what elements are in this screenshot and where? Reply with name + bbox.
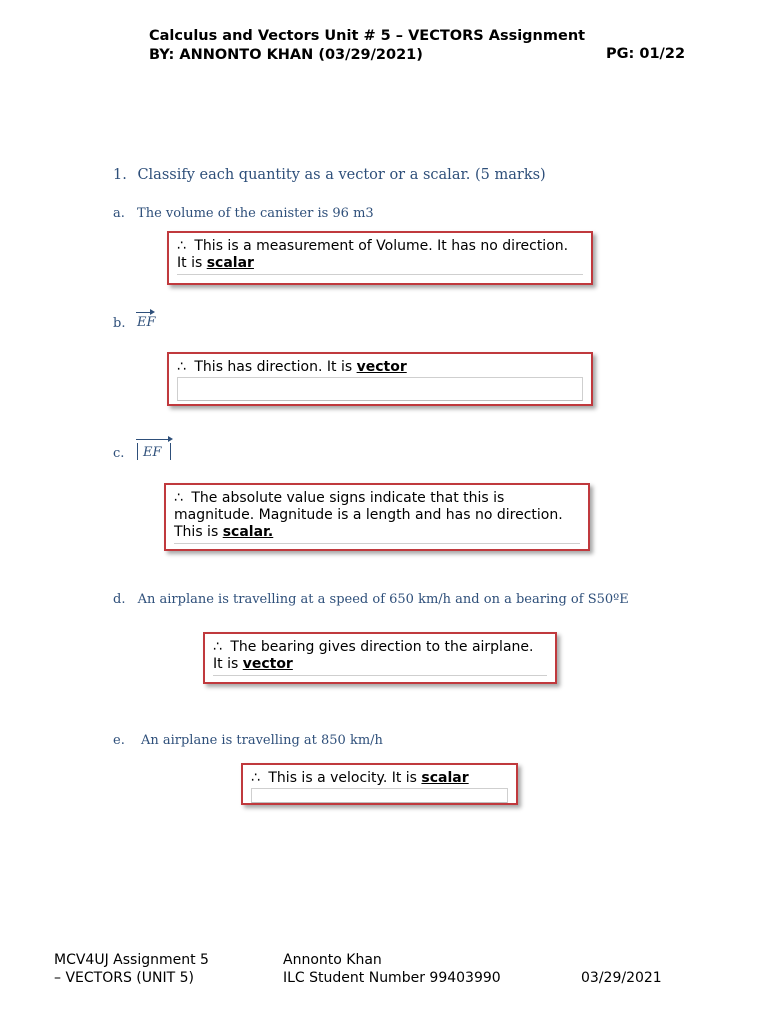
answer-b-line1: This has direction. It is xyxy=(194,359,357,375)
arrowhead-icon xyxy=(168,436,173,442)
item-e-text: An airplane is travelling at 850 km/h xyxy=(140,733,383,748)
therefore-symbol: ∴ xyxy=(174,490,183,506)
answer-c-word: scalar. xyxy=(222,524,274,540)
header-author: BY: ANNONTO KHAN (03/29/2021) xyxy=(149,47,423,63)
answer-box-d xyxy=(203,632,557,684)
footer-course xyxy=(54,951,209,987)
footer-student xyxy=(283,951,501,987)
item-c-label: c. xyxy=(113,446,125,461)
answer-box-c xyxy=(164,483,590,551)
item-d-label: d. xyxy=(113,592,126,607)
answer-box-b xyxy=(167,352,593,406)
vector-ef-b: EF xyxy=(137,315,156,330)
item-c xyxy=(113,446,124,461)
footer-course-line2: – VECTORS (UNIT 5) xyxy=(54,970,194,986)
footer-date: 03/29/2021 xyxy=(581,970,662,986)
header-title: Calculus and Vectors Unit # 5 – VECTORS Assignment xyxy=(149,28,586,44)
item-d-text: An airplane is travelling at a speed of 650 km/h and on a bearing of S50ºE xyxy=(137,592,629,607)
arrowhead-icon xyxy=(150,309,155,315)
therefore-symbol: ∴ xyxy=(177,359,186,375)
answer-box-a xyxy=(167,231,593,285)
item-b xyxy=(113,316,125,331)
question-1 xyxy=(113,167,546,183)
vector-arrow-c xyxy=(136,439,169,440)
item-a-text: The volume of the canister is 96 m3 xyxy=(137,206,374,221)
item-a xyxy=(113,206,374,221)
answer-field-a[interactable] xyxy=(177,274,583,275)
therefore-symbol: ∴ xyxy=(177,238,186,254)
answer-e-word: scalar xyxy=(421,770,469,786)
item-d xyxy=(113,592,629,607)
abs-bar-left xyxy=(137,443,138,460)
answer-c-line3: This is xyxy=(174,524,223,540)
footer-course-line1: MCV4UJ Assignment 5 xyxy=(54,952,209,968)
answer-field-b[interactable] xyxy=(177,377,583,401)
answer-d-line1: The bearing gives direction to the airplane. xyxy=(230,639,534,655)
vector-ef-c: EF xyxy=(143,445,162,460)
abs-bar-right xyxy=(170,443,171,460)
answer-d-word: vector xyxy=(242,656,293,672)
footer-student-number: ILC Student Number 99403990 xyxy=(283,970,501,986)
answer-b-word: vector xyxy=(356,359,407,375)
vector-arrow-b xyxy=(136,312,151,313)
answer-field-c[interactable] xyxy=(174,543,580,544)
item-e xyxy=(113,733,383,748)
answer-a-word: scalar xyxy=(206,255,254,271)
answer-field-e[interactable] xyxy=(251,788,508,803)
page-number: PG: 01/22 xyxy=(606,46,686,62)
question-text: Classify each quantity as a vector or a scalar. (5 marks) xyxy=(137,167,546,183)
answer-a-line2: It is xyxy=(177,255,207,271)
answer-c-line2: magnitude. Magnitude is a length and has no direction. xyxy=(174,507,563,523)
answer-d-line2: It is xyxy=(213,656,243,672)
item-e-label: e. xyxy=(113,733,125,748)
therefore-symbol: ∴ xyxy=(251,770,260,786)
answer-a-line1: This is a measurement of Volume. It has no direction. xyxy=(194,238,569,254)
therefore-symbol: ∴ xyxy=(213,639,222,655)
item-a-label: a. xyxy=(113,206,125,221)
footer-name: Annonto Khan xyxy=(283,952,382,968)
item-b-label: b. xyxy=(113,316,126,331)
answer-box-e xyxy=(241,763,518,805)
answer-c-line1: The absolute value signs indicate that this is xyxy=(191,490,505,506)
answer-e-line1: This is a velocity. It is xyxy=(268,770,422,786)
question-number: 1. xyxy=(113,167,127,183)
document-header xyxy=(149,27,585,65)
answer-field-d[interactable] xyxy=(213,675,547,676)
